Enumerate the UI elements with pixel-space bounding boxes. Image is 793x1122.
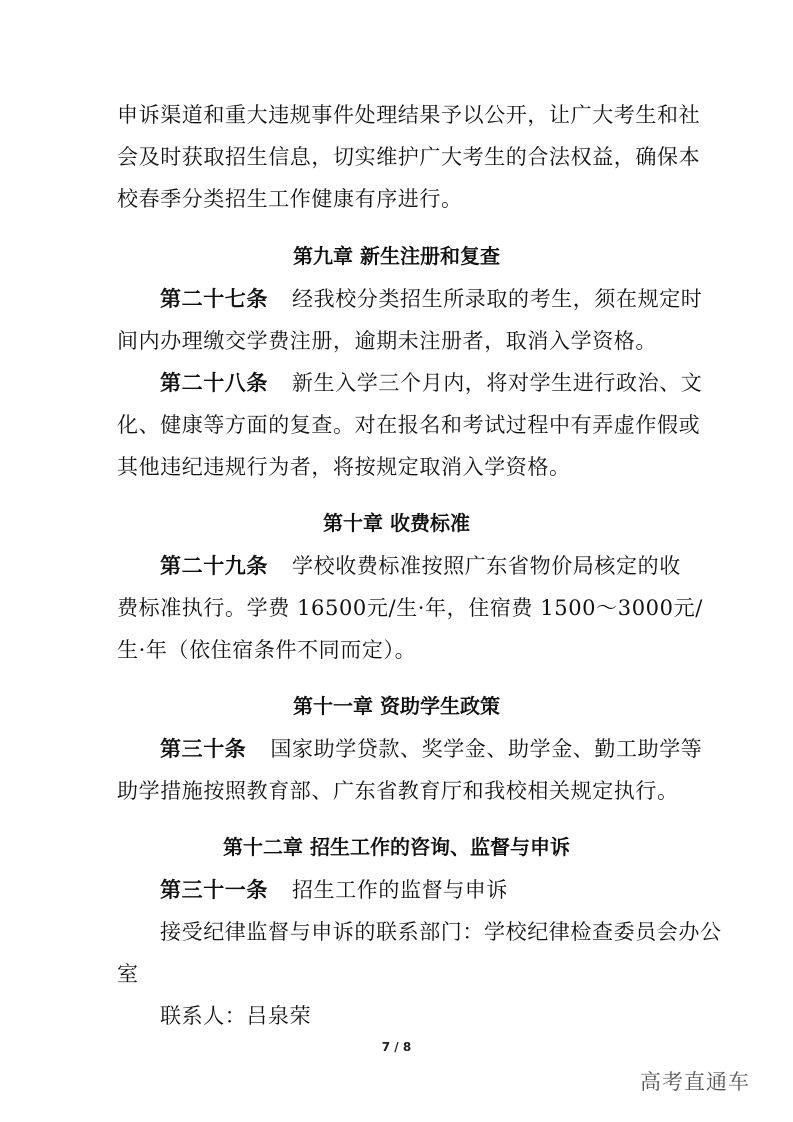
article-29-text-1: 学校收费标准按照广东省物价局核定的收 bbox=[292, 554, 681, 578]
chapter-10-title: 第十章 收费标准 bbox=[323, 511, 470, 535]
article-28-label: 第二十八条 bbox=[160, 371, 268, 395]
article-27-line-1 bbox=[160, 284, 703, 314]
intro-line-3: 校春季分类招生工作健康有序进行。 bbox=[117, 187, 463, 211]
article-28-line-2: 化、健康等方面的复查。对在报名和考试过程中有弄虚作假或 bbox=[117, 413, 701, 437]
article-28-line-3: 其他违纪违规行为者，将按规定取消入学资格。 bbox=[117, 455, 571, 479]
page-number: 7 / 8 bbox=[381, 1040, 412, 1054]
article-28-line-1 bbox=[160, 368, 703, 398]
article-27-line-2: 间内办理缴交学费注册，逾期未注册者，取消入学资格。 bbox=[117, 329, 657, 353]
article-30-text-1: 国家助学贷款、奖学金、助学金、勤工助学等 bbox=[270, 737, 703, 761]
article-28-text-1: 新生入学三个月内，将对学生进行政治、文 bbox=[292, 371, 703, 395]
article-30-line-1 bbox=[160, 734, 703, 764]
contact-dept-line-2: 室 bbox=[117, 962, 139, 986]
watermark-logo-text: 高考直通车 bbox=[640, 1070, 750, 1094]
contact-person: 联系人：吕泉荣 bbox=[160, 1004, 312, 1028]
intro-line-1: 申诉渠道和重大违规事件处理结果予以公开，让广大考生和社 bbox=[117, 103, 701, 127]
article-30-label: 第三十条 bbox=[160, 737, 247, 761]
article-31-label: 第三十一条 bbox=[160, 878, 268, 902]
article-27-text-1: 经我校分类招生所录取的考生，须在规定时 bbox=[292, 287, 703, 311]
intro-line-2: 会及时获取招生信息，切实维护广大考生的合法权益，确保本 bbox=[117, 145, 701, 169]
article-30-line-2: 助学措施按照教育部、广东省教育厅和我校相关规定执行。 bbox=[117, 779, 679, 803]
article-31-text-1: 招生工作的监督与申诉 bbox=[292, 878, 508, 902]
chapter-11-title: 第十一章 资助学生政策 bbox=[293, 694, 500, 718]
article-31-line-1 bbox=[160, 875, 687, 905]
article-29-line-3: 生·年（依住宿条件不同而定）。 bbox=[117, 638, 417, 662]
article-29-line-1 bbox=[160, 551, 687, 581]
chapter-12-title: 第十二章 招生工作的咨询、监督与申诉 bbox=[223, 835, 570, 859]
contact-dept-line-1: 接受纪律监督与申诉的联系部门：学校纪律检查委员会办公 bbox=[160, 920, 722, 944]
article-29-label: 第二十九条 bbox=[160, 554, 268, 578]
article-29-line-2: 费标准执行。学费 16500元/生·年，住宿费 1500～3000元/ bbox=[117, 596, 703, 620]
chapter-9-title: 第九章 新生注册和复查 bbox=[293, 244, 500, 268]
article-27-label: 第二十七条 bbox=[160, 287, 268, 311]
